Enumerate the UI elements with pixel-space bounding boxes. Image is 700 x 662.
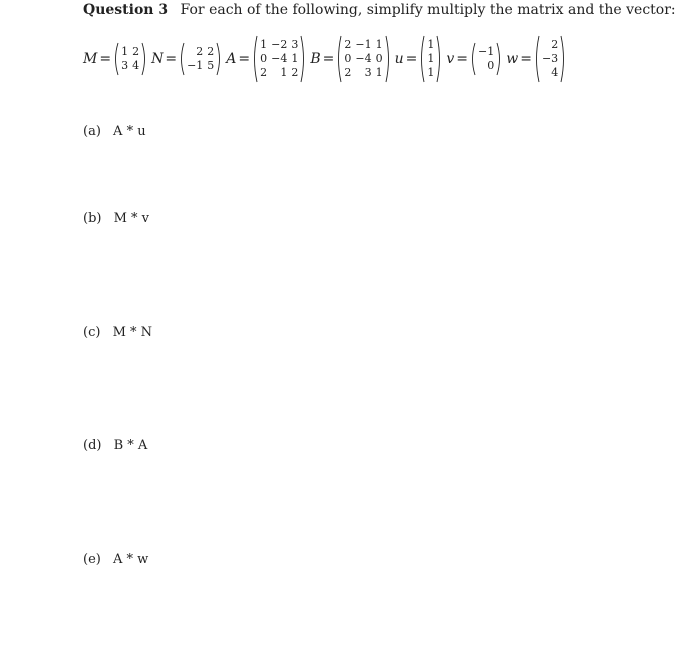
- question-heading: [83, 2, 676, 18]
- matrix-cell: 1: [280, 66, 288, 79]
- matrix-cell: −1: [355, 38, 372, 51]
- part-a-label: (a): [83, 124, 101, 139]
- question-label: Question 3: [83, 2, 169, 18]
- matrix-u: [395, 35, 443, 83]
- part-c-label: (c): [83, 325, 101, 340]
- right-parenthesis: [496, 42, 502, 76]
- matrix-cell: 1: [427, 52, 435, 65]
- matrix-A: [226, 35, 306, 83]
- matrix-B: [310, 35, 390, 83]
- part-a: [83, 124, 146, 139]
- part-e-expression: A * w: [112, 552, 149, 567]
- matrix-name: w: [506, 51, 519, 67]
- right-parenthesis: [385, 35, 391, 83]
- matrix-v: [446, 42, 502, 76]
- matrix-cell: 0: [260, 52, 268, 65]
- matrix-cell: 1: [121, 45, 129, 58]
- equals-sign: =: [322, 51, 335, 67]
- matrix-cell: −3: [541, 52, 559, 65]
- matrix-M: [83, 42, 147, 76]
- matrix-cell: 5: [207, 59, 215, 72]
- right-parenthesis: [300, 35, 306, 83]
- part-d-expression: B * A: [113, 438, 148, 453]
- matrix-cell: 2: [260, 66, 268, 79]
- equals-sign: =: [456, 51, 469, 67]
- right-parenthesis: [560, 35, 566, 83]
- part-e: [83, 552, 148, 567]
- matrix-body: [252, 35, 306, 83]
- matrix-cell: 3: [364, 66, 372, 79]
- matrix-cell: −4: [355, 52, 372, 65]
- matrix-body: [113, 42, 147, 76]
- part-b: [83, 211, 149, 226]
- equals-sign: =: [238, 51, 251, 67]
- equals-sign: =: [165, 51, 178, 67]
- matrix-cell: 2: [344, 66, 352, 79]
- matrix-cell: 1: [427, 66, 435, 79]
- matrix-body: [179, 42, 222, 76]
- right-parenthesis: [216, 42, 222, 76]
- equals-sign: =: [520, 51, 532, 67]
- matrix-cell: −4: [271, 52, 288, 65]
- matrix-name: N: [151, 51, 164, 67]
- matrix-cell: 4: [551, 66, 559, 79]
- matrix-cell: 3: [291, 38, 299, 51]
- part-b-expression: M * v: [113, 211, 150, 226]
- matrix-N: [151, 42, 222, 76]
- matrix-cell: 2: [207, 45, 215, 58]
- matrix-cell: 0: [344, 52, 352, 65]
- equals-sign: =: [405, 51, 418, 67]
- matrix-cell: 1: [375, 38, 383, 51]
- matrix-body: [534, 35, 566, 83]
- part-c: [83, 325, 152, 340]
- matrix-cell: 2: [291, 66, 299, 79]
- right-parenthesis: [436, 35, 442, 83]
- part-b-label: (b): [83, 211, 102, 226]
- matrix-name: A: [226, 51, 237, 67]
- matrix-cell: −1: [187, 59, 204, 72]
- matrix-cell: 1: [291, 52, 299, 65]
- right-parenthesis: [141, 42, 147, 76]
- matrix-cell: 4: [132, 59, 140, 72]
- matrix-cell: 2: [132, 45, 140, 58]
- matrix-cell: 1: [375, 66, 383, 79]
- matrix-cell: 2: [344, 38, 352, 51]
- matrix-cell: 2: [551, 38, 559, 51]
- matrix-w: [506, 35, 566, 83]
- part-c-expression: M * N: [112, 325, 153, 340]
- matrix-name: u: [394, 51, 404, 67]
- matrix-name: B: [310, 51, 321, 67]
- equals-sign: =: [99, 51, 112, 67]
- matrix-body: [470, 42, 502, 76]
- matrix-cell: 3: [121, 59, 129, 72]
- matrix-cell: −1: [478, 45, 495, 58]
- question-text: For each of the following, simplify multiply the matrix and the vector:: [180, 2, 676, 18]
- part-e-label: (e): [83, 552, 101, 567]
- matrix-cell: 0: [375, 52, 383, 65]
- part-a-expression: A * u: [113, 124, 146, 139]
- matrix-cell: 1: [260, 38, 268, 51]
- matrix-body: [336, 35, 390, 83]
- matrix-cell: −2: [271, 38, 288, 51]
- matrix-name: M: [83, 51, 98, 67]
- matrix-cell: 1: [427, 38, 435, 51]
- matrix-cell: 0: [487, 59, 495, 72]
- matrix-body: [419, 35, 442, 83]
- matrix-name: v: [446, 51, 455, 67]
- matrix-definitions: [83, 32, 570, 86]
- part-d: [83, 438, 147, 453]
- part-d-label: (d): [83, 438, 102, 453]
- matrix-cell: 2: [196, 45, 204, 58]
